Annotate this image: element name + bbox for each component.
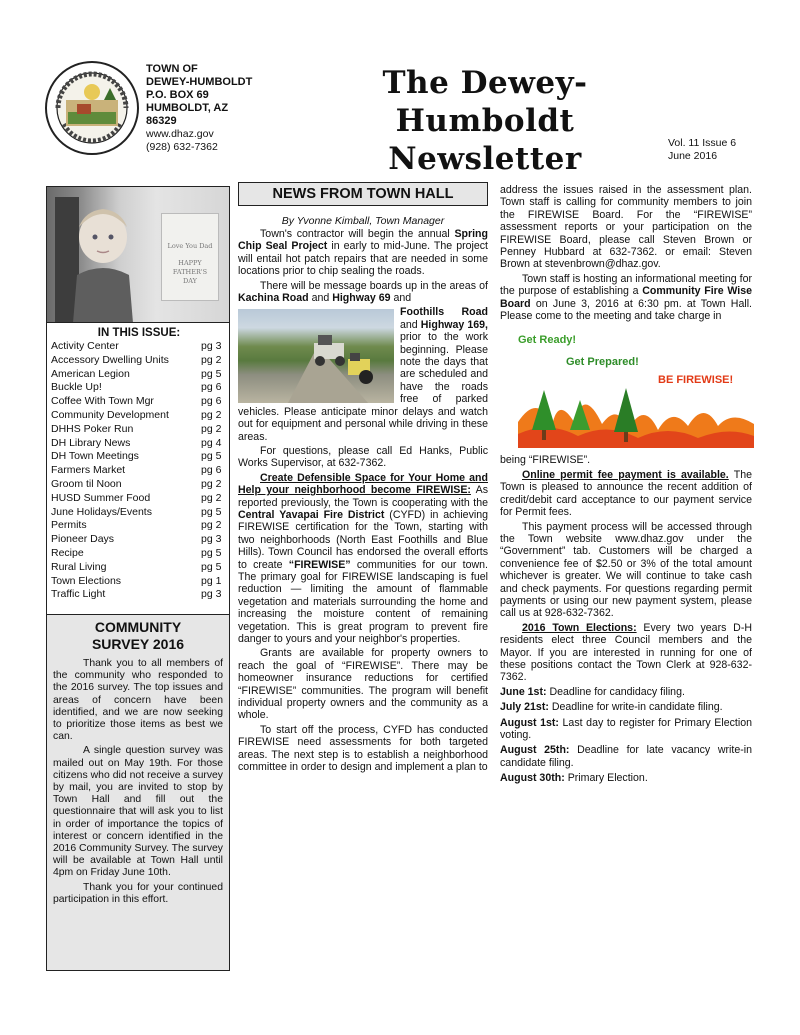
election-date-text: Deadline for write-in candidate filing. — [548, 701, 723, 714]
news-paragraph: Grants are available for property owners to reach the goal of “FIREWISE”. There may be homeowner insurance reductions for certified “FIREWISE” communities. The program will benefit individual property owners and the community as a whole. — [238, 647, 488, 722]
toc-item-page: pg 5 — [201, 505, 222, 518]
toc-item[interactable] — [51, 464, 227, 478]
toc-item[interactable] — [51, 423, 227, 437]
issue-info — [668, 137, 736, 163]
election-date-text: Last day to register for Primary Election voting. — [500, 716, 752, 741]
toc-item[interactable] — [51, 354, 227, 368]
election-date-item — [500, 744, 752, 769]
news-paragraph: There will be message boards up in the areas of Kachina Road and Highway 69 and — [238, 279, 488, 305]
firewise-text-2: Get Prepared! — [566, 356, 639, 369]
election-date-text: Primary Election. — [564, 772, 648, 785]
toc-item[interactable] — [51, 547, 227, 561]
right-body — [500, 184, 752, 322]
toc-item-page: pg 2 — [201, 477, 222, 490]
election-date: July 21st: — [500, 701, 549, 714]
child-figure — [55, 197, 135, 323]
election-dates — [500, 686, 752, 785]
toc-item-label: Groom til Noon — [51, 477, 122, 490]
toc-item[interactable] — [51, 409, 227, 423]
election-date-text: Deadline for late vacancy write-in candidate filing. — [500, 744, 752, 769]
toc-item-label: Traffic Light — [51, 588, 106, 601]
news-paragraph: Create Defensible Space for Your Home and Help your neighborhood become FIREWISE: As reported previously, the Town is cooperating with the Central Yavapai Fire District (CYFD) in achieving FIREWISE certification for the Town, starting with two neighborhoods (North East Foothills and Blue Hills). Town Council has endorsed the overall efforts to create “FIREWISE” communities for our town. The primary goal for FIREWISE landscaping is fuel reduction — limiting the amount of flammable vegetation and materials surrounding the home and increasing the moisture content of remaining vegetation. This is great program to prevent fire danger to yours and your neighbor's properties. — [238, 471, 489, 645]
news-paragraph: To start off the process, CYFD has conducted FIREWISE need assessments for both targeted areas. The next step is to establish a neighborhood committee in order to design and implement a plan to — [238, 723, 488, 774]
phone-number: (928) 632-7362 — [146, 141, 218, 153]
right-paragraph: This payment process will be accessed through the Town website www.dhaz.gov under the “Government” tab. Customers will be charged a convenience fee of $2.50 or 3% of the total amount whichever is greater. We will continue to take cash and check payments. For questions regarding permit payments or using our new payment system, please call us at 928-632-7362. — [500, 520, 752, 620]
survey-body — [47, 653, 229, 906]
toc-list — [51, 340, 227, 602]
road-equipment-photo — [238, 309, 394, 403]
toc-item-label: DH Town Meetings — [51, 450, 139, 463]
toc-item[interactable] — [51, 395, 227, 409]
survey-paragraph: Thank you to all members of the community who responded to the 2016 survey. The top issues and areas of concern have been identified, and we are now seeking to prioritize those items as best we can. — [53, 658, 223, 743]
toc-item-page: pg 3 — [201, 533, 222, 546]
firewise-text-3: BE FIREWISE! — [658, 374, 734, 387]
toc-item-page: pg 2 — [201, 422, 222, 435]
fathers-day-photo — [47, 187, 229, 323]
in-this-issue — [51, 327, 227, 602]
survey-paragraph: Thank you for your continued participation in this effort. — [53, 881, 223, 905]
toc-item-page: pg 6 — [201, 464, 222, 477]
issue-date: June 2016 — [668, 150, 718, 162]
toc-item-label: Farmers Market — [51, 464, 126, 477]
firewise-text-1: Get Ready! — [518, 334, 577, 347]
toc-item[interactable] — [51, 588, 227, 602]
community-survey-box — [47, 614, 229, 970]
toc-item-page: pg 1 — [201, 574, 222, 587]
toc-item[interactable] — [51, 368, 227, 382]
right-paragraph: address the issues raised in the assessment plan. Town staff is calling for community members to join the FIREWISE Board. For the “FIREWISE” assessment reports or your participation on the FIREWISE Board, please call Steven Brown or Penney Hubbard at 632-7362. or email: Steven Brown at stevenbrown@dhaz.gov. — [500, 184, 752, 271]
election-date: June 1st: — [500, 685, 547, 698]
right-paragraph: being “FIREWISE”. — [500, 454, 591, 467]
toc-item-label: Town Elections — [51, 574, 122, 587]
toc-item-label: Activity Center — [51, 340, 119, 352]
survey-title: COMMUNITY SURVEY 2016 — [91, 619, 185, 652]
firewise-graphic — [518, 326, 754, 448]
address-line-1: TOWN OF — [146, 63, 198, 75]
newsletter-title — [300, 64, 670, 178]
election-date-item — [500, 717, 752, 742]
fathers-day-card: Love You Dad HAPPY FATHER'S DAY — [161, 213, 219, 301]
news-paragraph: Foothills Road and Highway 169, prior to the work beginning. Please note the days that are scheduled and have the roads free of parked vehicles. Please anticipate minor delays and watch out for equipment and personal while driving in these areas. — [238, 306, 488, 443]
toc-item-page: pg 5 — [201, 560, 222, 573]
toc-item[interactable] — [51, 437, 227, 451]
toc-item[interactable] — [51, 519, 227, 533]
website-link[interactable]: www.dhaz.gov — [146, 128, 214, 140]
toc-item[interactable] — [51, 575, 227, 589]
toc-item-page: pg 4 — [201, 436, 222, 449]
toc-item-page: pg 6 — [201, 395, 222, 408]
right-paragraph: Online permit fee payment is available. The Town is pleased to announce the recent addition of credit/debit card acceptance to our payment service for Permit fees. — [500, 468, 752, 519]
toc-item-label: Buckle Up! — [51, 381, 102, 394]
toc-item-label: Pioneer Days — [51, 533, 115, 546]
news-column — [238, 182, 488, 775]
toc-item-label: American Legion — [51, 367, 130, 380]
toc-item-label: DH Library News — [51, 436, 131, 449]
toc-item[interactable] — [51, 506, 227, 520]
title-line-2: Newsletter — [388, 141, 582, 177]
toc-item-label: Accessory Dwelling Units — [51, 353, 169, 366]
left-sidebar — [46, 186, 230, 971]
toc-item-page: pg 2 — [201, 408, 222, 421]
toc-item-page: pg 2 — [201, 353, 222, 366]
election-date-item — [500, 772, 752, 784]
news-paragraph: Town's contractor will begin the annual Spring Chip Seal Project in early to mid-June. The project will entail hot patch repairs that are needed in some locations prior to chip sealing the roads. — [238, 228, 488, 278]
toc-item[interactable] — [51, 450, 227, 464]
toc-item[interactable] — [51, 478, 227, 492]
toc-item[interactable] — [51, 533, 227, 547]
news-body — [238, 228, 488, 773]
toc-item-label: Community Development — [51, 408, 169, 421]
byline: By Yvonne Kimball, Town Manager — [281, 215, 445, 227]
toc-item-page: pg 5 — [201, 546, 222, 559]
election-date: August 1st: — [500, 716, 559, 729]
fire-trees-icon — [518, 326, 754, 448]
toc-item-page: pg 2 — [201, 491, 222, 504]
title-line-1: The Dewey-Humboldt — [382, 65, 588, 139]
toc-title: IN THIS ISSUE: — [97, 327, 181, 339]
election-date: August 30th: — [500, 772, 565, 785]
toc-item-label: Rural Living — [51, 560, 107, 573]
toc-item-page: pg 3 — [201, 340, 222, 352]
election-date-item — [500, 686, 752, 698]
toc-item-label: Permits — [51, 519, 87, 532]
address-line-4: HUMBOLDT, AZ — [146, 102, 229, 114]
toc-item-page: pg 5 — [201, 450, 222, 463]
toc-item-page: pg 6 — [201, 381, 222, 394]
town-seal — [44, 60, 140, 156]
toc-item-page: pg 5 — [201, 367, 222, 380]
news-paragraph: For questions, please call Ed Hanks, Public Works Supervisor, at 632-7362. — [238, 444, 488, 470]
right-paragraph: 2016 Town Elections: Every two years D-H residents elect three Council members and the Mayor. If you are interested in running for one of these positions contact the Town Clerk at 928-632-7362. — [500, 621, 752, 684]
toc-item[interactable] — [51, 340, 227, 354]
toc-item[interactable] — [51, 561, 227, 575]
issue-volume: Vol. 11 Issue 6 — [668, 137, 737, 149]
right-body-2 — [500, 454, 752, 784]
toc-item[interactable] — [51, 492, 227, 506]
toc-item-label: June Holidays/Events — [51, 505, 152, 518]
address-line-5: 86329 — [146, 115, 177, 127]
election-date-text: Deadline for candidacy filing. — [546, 685, 685, 698]
right-paragraph: Town staff is hosting an informational meeting for the purpose of establishing a Community Fire Wise Board on June 3, 2016 at 6:30 pm. at Town Hall. Please come to the meeting and take charge in — [500, 272, 752, 323]
town-address — [146, 63, 306, 154]
toc-item-label: Coffee With Town Mgr — [51, 395, 154, 408]
toc-item-label: Recipe — [51, 546, 84, 559]
address-line-2: DEWEY-HUMBOLDT — [146, 76, 253, 88]
news-heading: NEWS FROM TOWN HALL — [238, 182, 488, 206]
toc-item-page: pg 3 — [201, 588, 222, 601]
election-date-item — [500, 701, 752, 713]
survey-paragraph: A single question survey was mailed out on May 19th. For those citizens who did not receive a survey by mail, you are invited to stop by Town Hall and fill out the questionnaire that will ask you to list in order of importance the topics of interest or concern identified in the 2016 Community Survey. The survey will be available at Town Hall until 4pm on Friday June 10th. — [53, 745, 223, 879]
right-column — [500, 184, 752, 788]
election-date: August 25th: — [500, 744, 570, 757]
toc-item-label: DHHS Poker Run — [51, 422, 134, 435]
toc-item-page: pg 2 — [201, 519, 222, 532]
toc-item[interactable] — [51, 381, 227, 395]
address-line-3: P.O. BOX 69 — [146, 89, 209, 101]
toc-item-label: HUSD Summer Food — [51, 491, 151, 504]
